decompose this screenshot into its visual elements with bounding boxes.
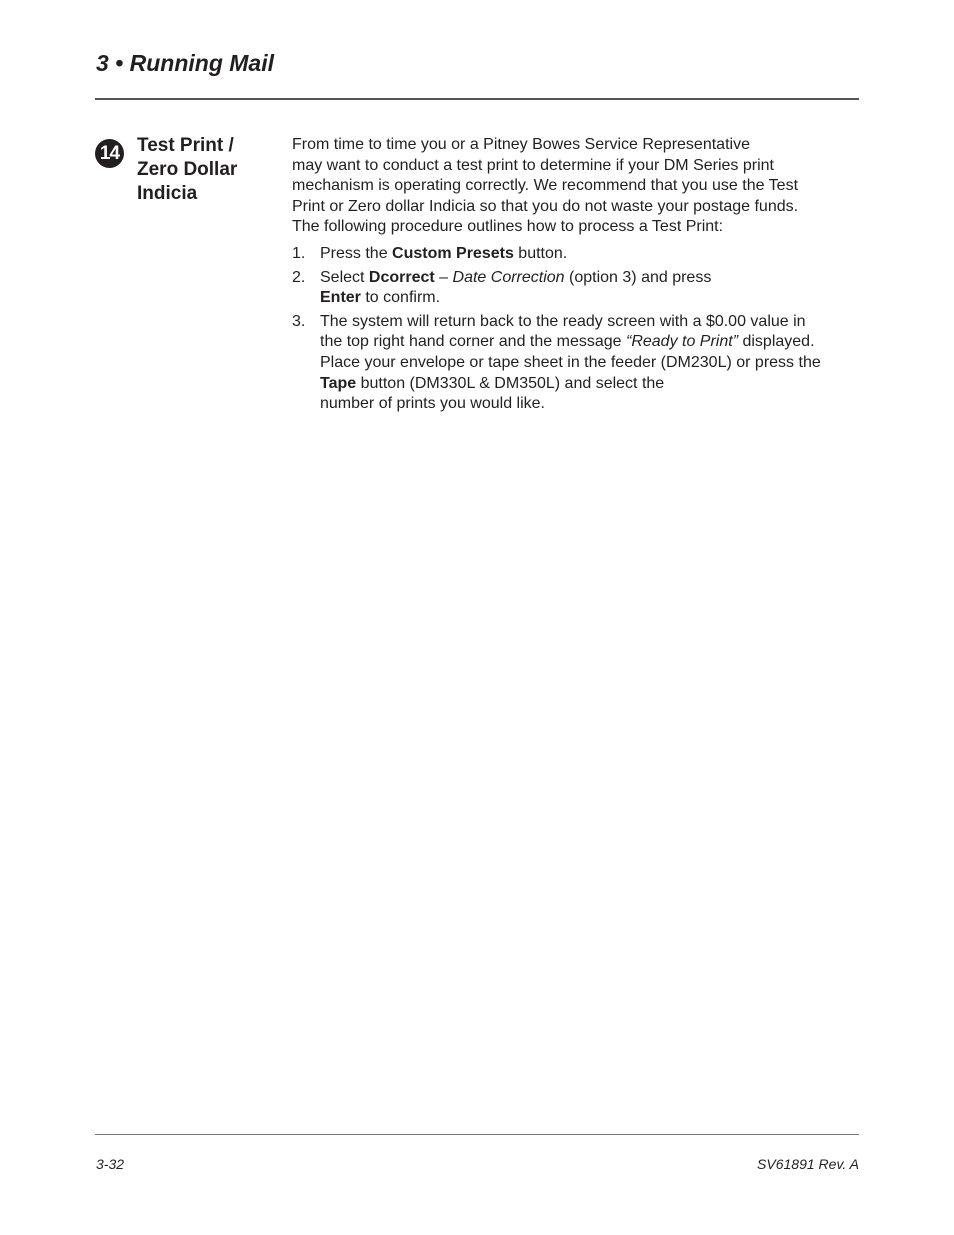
step-text: Place your envelope or tape sheet in the feeder (DM230L) or press the [320,353,821,371]
document-id: SV61891 Rev. A [757,1156,859,1172]
menu-option-description: Date Correction [452,268,565,286]
footer-divider [95,1134,859,1135]
step-text: number of prints you would like. [320,395,545,413]
step-text: button. [513,244,568,262]
step-item [292,268,862,309]
section-body [292,135,862,418]
section-title-line: Indicia [137,183,198,204]
button-name: Custom Presets [392,244,514,262]
menu-option-name: Dcorrect [368,268,435,286]
step-item [292,312,862,415]
step-text: – [434,268,453,286]
step-text: The system will return back to the ready screen with a $0.00 value in [320,312,806,330]
procedure-steps [292,244,862,415]
chapter-title: 3 • Running Mail [96,50,274,76]
intro-line: From time to time you or a Pitney Bowes Service Representative [292,136,750,153]
step-number: 1. [292,244,306,262]
page-number: 3-32 [96,1156,125,1172]
intro-line: mechanism is operating correctly. We recommend that you use the Test [292,177,799,195]
display-message: “Ready to Print” [625,333,739,351]
step-text: Select [320,268,369,286]
intro-line: may want to conduct a test print to determine if your DM Series print [292,156,774,174]
button-name: Enter [320,289,361,307]
step-item [292,244,862,265]
step-text: to confirm. [360,289,441,307]
step-text: the top right hand corner and the message [320,333,626,351]
section-title [137,134,277,206]
intro-line: Print or Zero dollar Indicia so that you do not waste your postage funds. [292,197,799,215]
header-divider [95,98,859,100]
intro-line: The following procedure outlines how to process a Test Print: [292,218,724,236]
step-text: button (DM330L & DM350L) and select the [356,374,665,392]
section-title-line: Zero Dollar [137,159,238,180]
step-text: Press the [320,244,393,262]
step-number-badge: 14 [95,139,124,168]
step-text: displayed. [738,333,815,351]
step-number: 2. [292,268,306,286]
step-text: (option 3) and press [564,268,712,286]
step-number: 3. [292,312,306,330]
intro-paragraph [292,135,862,238]
section-title-line: Test Print / [137,135,234,156]
button-name: Tape [320,374,357,392]
